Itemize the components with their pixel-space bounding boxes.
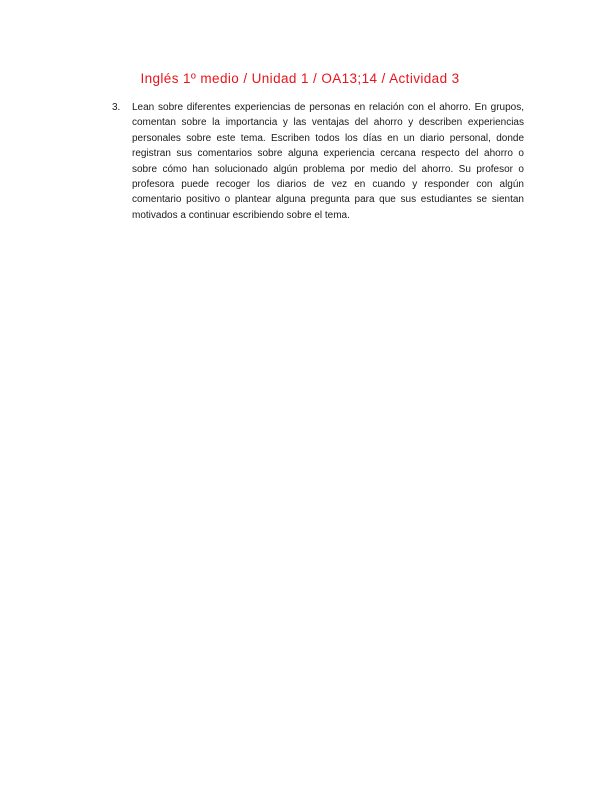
page-header-title: Inglés 1º medio / Unidad 1 / OA13;14 / Actividad 3 [140,71,460,86]
activity-number: 3. [112,102,121,113]
activity-description: Lean sobre diferentes experiencias de personas en relación con el ahorro. En grupos, comentan sobre la importancia y las ventajas del ahorro y describen experiencias personales sobre este tema. Escriben todos los días en un diario personal, donde registran sus comentarios sobre alguna experiencia cercana respecto del ahorro o sobre cómo han solucionado algún problema por medio del ahorro. Su profesor o profesora puede recoger los diarios de vez en cuando y responder con algún comentario positivo o plantear alguna pregunta para que sus estudiantes se sientan motivados a continuar escribiendo sobre el tema. [132,102,524,221]
